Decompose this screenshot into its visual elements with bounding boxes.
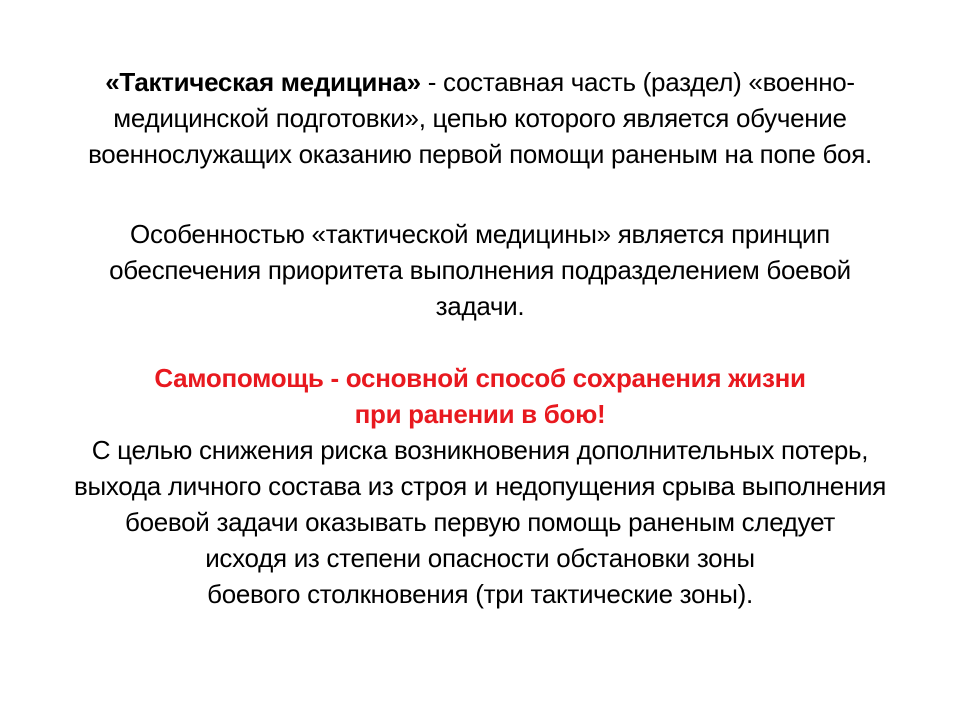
paragraph-zones-line-3: боевой задачи оказывать первую помощь раненым следует — [125, 507, 835, 537]
paragraph-zones — [15, 432, 945, 612]
term-bold-lead: «Тактическая медицина» — [105, 67, 421, 97]
paragraph-zones-line-5: боевого столкновения (три тактические зоны). — [207, 579, 753, 609]
paragraph-feature-line-3: задачи. — [435, 291, 525, 321]
paragraph-definition-line-2: медицинской подготовки», цепью которого является обучение — [113, 103, 847, 133]
paragraph-zones-line-1: С целью снижения риска возникновения дополнительных потерь, — [91, 435, 869, 465]
red-emphasis-line-2: при ранении в бою! — [354, 399, 606, 429]
red-emphasis-line-1: Самопомощь - основной способ сохранения жизни — [154, 363, 806, 393]
paragraph-definition-line-3: военнослужащих оказанию первой помощи раненым на попе боя. — [88, 139, 872, 169]
paragraph-feature — [15, 216, 945, 324]
paragraph-definition-line-1 — [15, 64, 945, 100]
paragraph-definition-line-1-rest: - составная часть (раздел) «военно- — [420, 67, 855, 97]
paragraph-zones-line-4: исходя из степени опасности обстановки зоны — [205, 543, 755, 573]
paragraph-feature-line-2: обеспечения приоритета выполнения подразделением боевой — [109, 255, 851, 285]
paragraph-zones-line-2: выхода личного состава из строя и недопущения срыва выполнения — [73, 471, 887, 501]
paragraph-definition — [15, 64, 945, 172]
paragraph-feature-line-1: Особенностью «тактической медицины» является принцип — [130, 219, 830, 249]
red-emphasis-heading — [15, 360, 945, 432]
